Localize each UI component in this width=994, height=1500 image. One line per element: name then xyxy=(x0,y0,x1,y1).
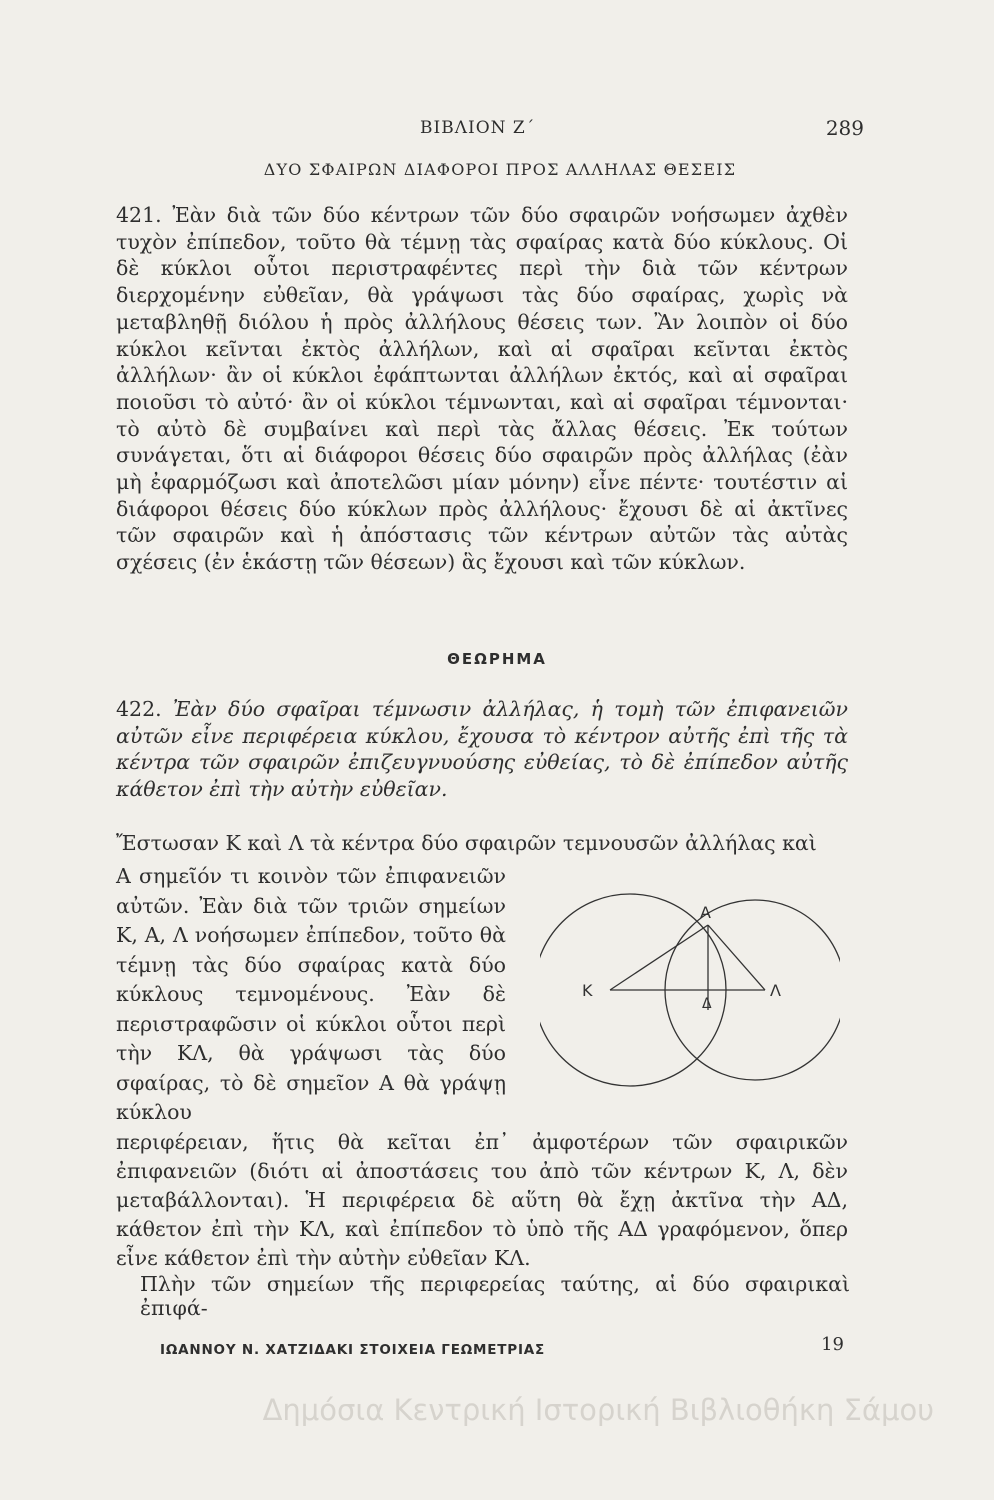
page-number: 289 xyxy=(825,116,864,140)
label-k: Κ xyxy=(582,981,593,1000)
proof-continuation: περιφέρειαν, ἥτις θὰ κεῖται ἐπ᾽ ἀμφοτέρων τῶν σφαιρικῶν ἐπιφανειῶν (διότι αἱ ἀποστάσεις του ἀπὸ τῶν κέντρων Κ, Λ, δὲν μεταβάλλονται). Ἡ περιφέρεια δὲ αὕτη θὰ ἔχῃ ἀκτῖνα τὴν ΑΔ, κάθετον ἐπὶ τὴν ΚΛ, καὶ ἐπίπεδον τὸ ὑπὸ τῆς ΑΔ γραφόμενον, ὅπερ εἶνε κάθετον ἐπὶ τὴν αὐτὴν εὐθεῖαν ΚΛ. xyxy=(116,1130,848,1270)
label-a: Α xyxy=(700,903,711,922)
theorem-text: Ἐὰν δύο σφαῖραι τέμνωσιν ἀλλήλας, ἡ τομὴ τῶν ἐπιφανειῶν αὐτῶν εἶνε περιφέρεια κύκλου, ἔχουσα τὸ κέντρον αὐτῆς ἐπὶ τῆς τὰ κέντρα τῶν σφαιρῶν ἐπιζευγνυούσης εὐθείας, τὸ δὲ ἐπίπεδον αὐτῆς κάθετον ἐπὶ τὴν αὐτὴν εὐθεῖαν. xyxy=(116,697,848,802)
intersecting-circles-figure xyxy=(540,880,840,1120)
sheet-number: 19 xyxy=(821,1334,844,1355)
paragraph-421: 421. Ἐὰν διὰ τῶν δύο κέντρων τῶν δύο σφαιρῶν νοήσωμεν ἀχθὲν τυχὸν ἐπίπεδον, τοῦτο θὰ τέμνῃ τὰς σφαίρας κατὰ δύο κύκλους. Οἱ δὲ κύκλοι οὗτοι περιστραφέντες περὶ τὴν διὰ τῶν κέντρων διερχομένην εὐθεῖαν, θὰ γράψωσι τὰς δύο σφαίρας, χωρὶς νὰ μεταβληθῇ διόλου ἡ πρὸς ἀλλήλους θέσεις των. Ἂν λοιπὸν οἱ δύο κύκλοι κεῖνται ἐκτὸς ἀλλήλων, καὶ αἱ σφαῖραι κεῖνται ἐκτὸς ἀλλήλων· ἂν οἱ κύκλοι ἐφάπτωνται ἀλλήλων ἐκτός, καὶ αἱ σφαῖραι ποιοῦσι τὸ αὐτό· ἂν οἱ κύκλοι τέμνωνται, καὶ αἱ σφαῖραι τέμνονται· τὸ αὐτὸ δὲ συμβαίνει καὶ περὶ τὰς ἄλλας θέσεις. Ἐκ τούτων συνάγεται, ὅτι αἱ διάφοροι θέσεις δύο σφαιρῶν πρὸς ἀλλήλας (ἐὰν μὴ ἐφαρμόζωσι καὶ ἀποτελῶσι μίαν μόνην) εἶνε πέντε· τουτέστιν αἱ διάφοροι θέσεις δύο κύκλων πρὸς ἀλλήλους· ἔχουσι δὲ αἱ ἀκτῖνες τῶν σφαιρῶν καὶ ἡ ἀπόστασις τῶν κέντρων αὐτῶν τὰς αὐτὰς σχέσεις (ἐν ἑκάστῃ τῶν θέσεων) ἃς ἔχουσι καὶ τῶν κύκλων. xyxy=(116,203,848,575)
book-title: ΒΙΒΛΙΟΝ Ζ΄ xyxy=(420,118,536,138)
theorem-heading: ΘΕΩΡΗΜΑ xyxy=(447,650,547,668)
segment-ka xyxy=(610,925,708,990)
proof-first-line: Ἔστωσαν Κ καὶ Λ τὰ κέντρα δύο σφαιρῶν τεμνουσῶν ἀλλήλας καὶ xyxy=(116,831,817,855)
segment-al xyxy=(708,925,765,990)
proof-column-text: Α σημεῖόν τι κοινὸν τῶν ἐπιφανειῶν αὐτῶν. Ἐὰν διὰ τῶν τριῶν σημείων Κ, Α, Λ νοήσωμεν ἐπίπεδον, τοῦτο θὰ τέμνῃ τὰς δύο σφαίρας κατὰ δύο κύκλους τεμνομένους. Ἐὰν δὲ περιστραφῶσιν οἱ κύκλοι οὗτοι περὶ τὴν ΚΛ, θὰ γράψωσι τὰς δύο σφαίρας, τὸ δὲ σημεῖον Α θὰ γράψῃ κύκλου xyxy=(116,864,506,1124)
running-header xyxy=(0,118,994,144)
section-title: ΔΥΟ ΣΦΑΙΡΩΝ ΔΙΑΦΟΡΟΙ ΠΡΟΣ ΑΛΛΗΛΑΣ ΘΕΣΕΙΣ xyxy=(263,160,737,179)
label-d: Δ xyxy=(702,996,712,1012)
library-watermark: Δημόσια Κεντρική Ιστορική Βιβλιοθήκη Σάμου xyxy=(262,1393,934,1427)
proof-last-line: Πλὴν τῶν σημείων τῆς περιφερείας ταύτης, αἱ δύο σφαιρικαὶ ἐπιφά- xyxy=(140,1272,850,1320)
paragraph-number: 422. xyxy=(116,697,162,721)
printer-signature: ΙΩΑΝΝΟΥ Ν. ΧΑΤΖΙΔΑΚΙ ΣΤΟΙΧΕΙΑ ΓΕΩΜΕΤΡΙΑΣ xyxy=(160,1342,546,1358)
theorem-statement xyxy=(116,696,848,803)
label-l: Λ xyxy=(770,981,781,1000)
